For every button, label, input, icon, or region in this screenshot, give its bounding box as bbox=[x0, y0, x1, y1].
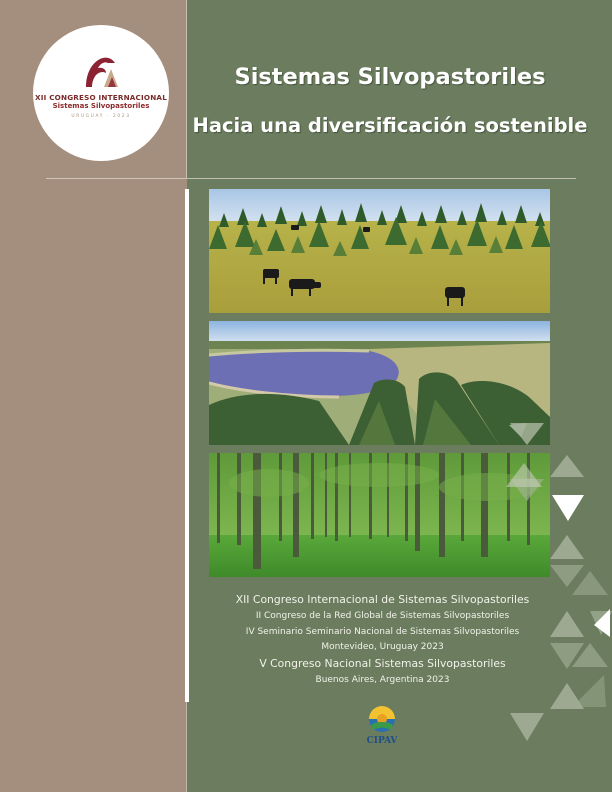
decorative-triangles bbox=[500, 415, 612, 745]
photo-cattle-pasture bbox=[209, 189, 550, 313]
accent-bar bbox=[185, 189, 189, 702]
divider-vertical-top bbox=[186, 0, 187, 178]
cipav-label: CIPAV bbox=[366, 736, 398, 745]
logo-text-country-year: URUGUAY · 2023 bbox=[71, 114, 131, 119]
cipav-logo-icon bbox=[362, 703, 402, 745]
divider-horizontal bbox=[46, 178, 576, 179]
event-line-6: Buenos Aires, Argentina 2023 bbox=[315, 675, 450, 685]
event-line-2: II Congreso de la Red Global de Sistemas Silvopastoriles bbox=[255, 611, 510, 621]
event-line-5: V Congreso Nacional Sistemas Silvopastoriles bbox=[259, 657, 506, 670]
page-title: Sistemas Silvopastoriles bbox=[234, 64, 546, 90]
event-line-3: IV Seminario Seminario Nacional de Sistemas Silvopastoriles bbox=[245, 627, 520, 637]
photo-forest-understory bbox=[209, 453, 550, 577]
event-line-4: Montevideo, Uruguay 2023 bbox=[321, 642, 444, 652]
congress-logo-mark-icon bbox=[82, 55, 120, 89]
logo-text-congress: XII CONGRESO INTERNACIONAL bbox=[35, 93, 167, 102]
divider-vertical-bottom bbox=[186, 702, 187, 792]
page-subtitle: Hacia una diversificación sostenible bbox=[192, 114, 588, 137]
logo-text-topic: Sistemas Silvopastoriles bbox=[52, 102, 150, 110]
congress-logo bbox=[33, 25, 169, 161]
event-line-1: XII Congreso Internacional de Sistemas Silvopastoriles bbox=[235, 593, 530, 606]
photo-lake-plantation bbox=[209, 321, 550, 445]
